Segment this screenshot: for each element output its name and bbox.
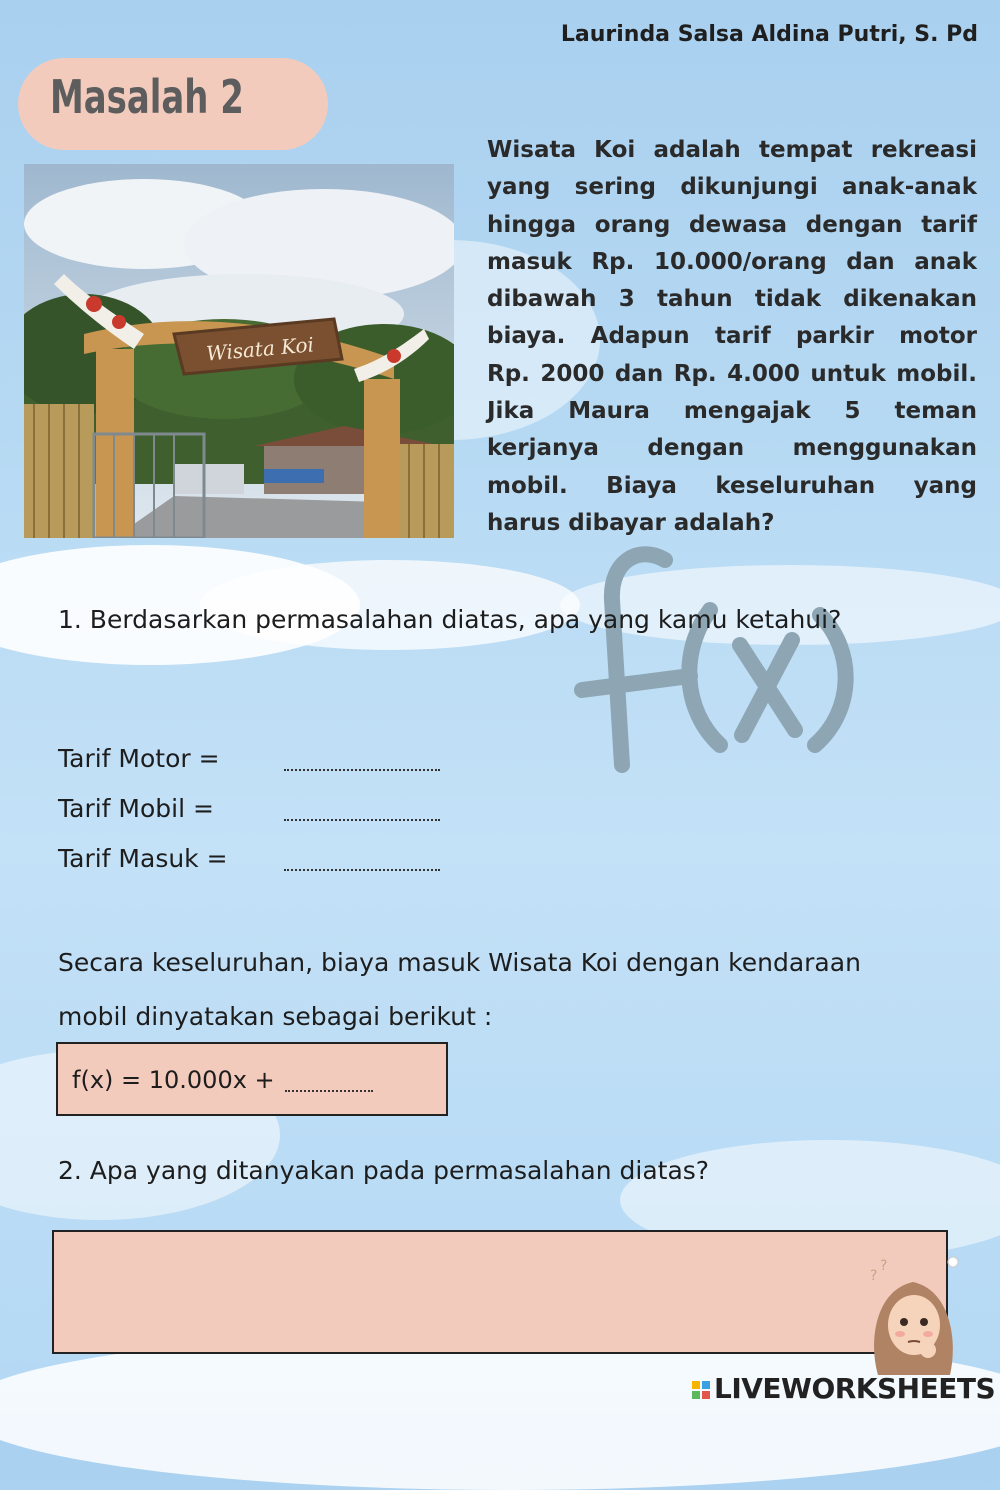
- formula: [72, 1066, 373, 1094]
- page-title: Masalah 2: [50, 70, 244, 124]
- author-name: Laurinda Salsa Aldina Putri, S. Pd: [560, 22, 978, 47]
- liveworksheets-logo: [692, 1372, 995, 1405]
- wisata-koi-photo: [24, 164, 454, 538]
- story-line: mobil. Biaya keseluruhan yang: [487, 472, 977, 499]
- tarif-label: Tarif Masuk =: [58, 844, 228, 873]
- liveworksheets-icon: [692, 1381, 710, 1399]
- answer-blank[interactable]: [284, 769, 440, 771]
- brand-text: LIVEWORKSHEETS: [714, 1372, 996, 1405]
- svg-text:?: ?: [880, 1258, 888, 1274]
- story-line: hingga orang dewasa dengan tarif: [487, 211, 977, 238]
- story-line: harus dibayar adalah?: [487, 509, 775, 536]
- cloud: [0, 1330, 1000, 1490]
- story-line: yang sering dikunjungi anak-anak: [487, 174, 977, 201]
- thinking-girl-illustration: [858, 1250, 968, 1380]
- story-text: [487, 132, 977, 542]
- tarif-label: Tarif Motor =: [58, 744, 220, 773]
- formula-intro: Secara keseluruhan, biaya masuk Wisata Koi dengan kendaraan mobil dinyatakan sebagai berikut :: [58, 948, 861, 1031]
- answer-blank[interactable]: [284, 819, 440, 821]
- story-line: Jika Maura mengajak 5 teman: [487, 398, 977, 425]
- sign-text: Wisata Koi: [205, 332, 315, 366]
- story-line: Wisata Koi adalah tempat rekreasi: [487, 137, 977, 163]
- svg-text:?: ?: [870, 1268, 878, 1284]
- formula-text: f(x) = 10.000x +: [72, 1066, 275, 1094]
- story-line: biaya. Adapun tarif parkir motor: [487, 323, 977, 350]
- question-1: 1. Berdasarkan permasalahan diatas, apa yang kamu ketahui?: [58, 605, 842, 634]
- answer-blank[interactable]: [284, 869, 440, 871]
- story-line: masuk Rp. 10.000/orang dan anak: [487, 248, 977, 275]
- tarif-row-motor: [58, 744, 440, 773]
- fx-decoration: [570, 540, 870, 780]
- story-line: kerjanya dengan menggunakan: [487, 435, 977, 462]
- tarif-label: Tarif Mobil =: [58, 794, 214, 823]
- story-line: Rp. 2000 dan Rp. 4.000 untuk mobil.: [487, 360, 977, 387]
- formula-answer-blank[interactable]: [285, 1090, 373, 1092]
- tarif-row-mobil: [58, 794, 440, 823]
- question-2: 2. Apa yang ditanyakan pada permasalahan diatas?: [58, 1156, 710, 1185]
- story-line: dibawah 3 tahun tidak dikenakan: [487, 286, 977, 313]
- answer-box[interactable]: [52, 1230, 948, 1354]
- tarif-row-masuk: [58, 844, 440, 873]
